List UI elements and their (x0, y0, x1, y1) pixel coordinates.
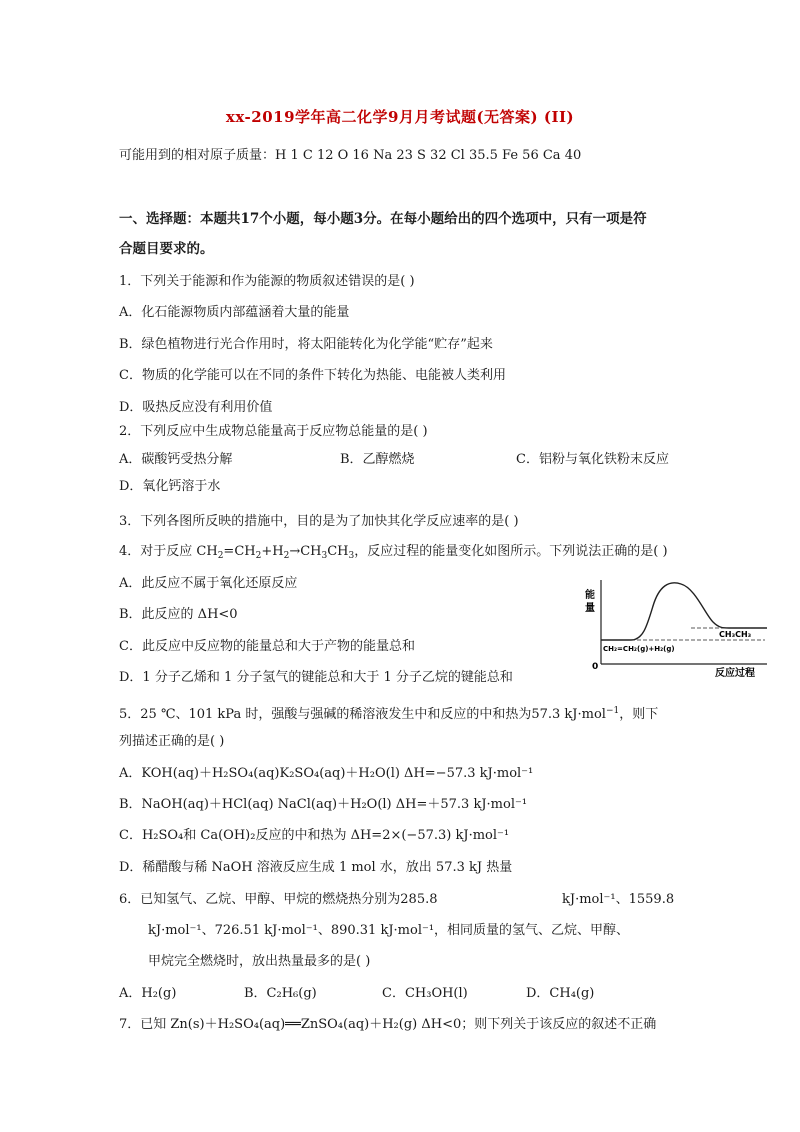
q6-option-d: D．CH₄(g) (526, 986, 595, 1001)
q1-option-d: D．吸热反应没有利用价值 (119, 400, 273, 415)
q6-option-b: B．C₂H₆(g) (244, 986, 317, 1001)
origin-label: 0 (592, 662, 599, 672)
q5-option-a: A．KOH(aq)＋H₂SO₄(aq)K₂SO₄(aq)＋H₂O(l) ΔH=−57.3 kJ·mol⁻¹ (119, 766, 534, 781)
q6-stem-line1-end: kJ·mol⁻¹、1559.8 (562, 892, 675, 907)
q5-option-b: B．NaOH(aq)＋HCl(aq) NaCl(aq)＋H₂O(l) ΔH=＋57.3 kJ·mol⁻¹ (119, 797, 528, 812)
section-heading-line2: 合题目要求的。 (119, 241, 214, 257)
q1-option-c: C．物质的化学能可以在不同的条件下转化为热能、电能被人类利用 (119, 368, 506, 383)
energy-diagram (583, 576, 768, 680)
q1-option-b: B．绿色植物进行光合作用时，将太阳能转化为化学能“贮存”起来 (119, 337, 493, 352)
q2-option-d: D．氧化钙溶于水 (119, 479, 221, 494)
q7-stem: 7．已知 Zn(s)＋H₂SO₄(aq)══ZnSO₄(aq)＋H₂(g) ΔH<0；则下列关于该反应的叙述不正确 (119, 1017, 657, 1032)
y-axis-label-1: 能 (585, 590, 595, 601)
section-heading-line1: 一、选择题：本题共17个小题，每小题3分。在每小题给出的四个选项中，只有一项是符 (119, 211, 647, 227)
x-axis-label: 反应过程 (715, 668, 755, 679)
page-title: xx-2019学年高二化学9月月考试题(无答案) (II) (225, 108, 575, 126)
q6-stem-line3: 甲烷完全燃烧时，放出热量最多的是( ) (148, 954, 371, 969)
reactant-label: CH₂=CH₂(g)+H₂(g) (603, 645, 675, 653)
q4-option-a: A．此反应不属于氧化还原反应 (119, 576, 298, 591)
product-label: CH₃CH₃ (719, 630, 752, 639)
q5-option-c: C．H₂SO₄和 Ca(OH)₂反应的中和热为 ΔH=2×(−57.3) kJ·mol⁻¹ (119, 828, 510, 843)
q3-stem: 3．下列各图所反映的措施中，目的是为了加快其化学反应速率的是( ) (119, 514, 519, 529)
q4-option-c: C．此反应中反应物的能量总和大于产物的能量总和 (119, 639, 415, 654)
q2-option-a: A．碳酸钙受热分解 (119, 452, 233, 467)
q2-option-c: C．铝粉与氧化铁粉末反应 (516, 452, 669, 467)
q6-stem-line1: 6．已知氢气、乙烷、甲醇、甲烷的燃烧热分别为285.8 (119, 892, 438, 907)
q4-stem: 4．对于反应 $CH_2=CH_2+H_2\to CH_3CH_3$，反应过程的能量变化如图所示。下列说法正确的是( ) (119, 544, 668, 561)
q1-stem: 1．下列关于能源和作为能源的物质叙述错误的是( ) (119, 274, 415, 289)
q2-stem: 2．下列反应中生成物总能量高于反应物总能量的是( ) (119, 424, 428, 439)
atomic-masses: 可能用到的相对原子质量：H 1 C 12 O 16 Na 23 S 32 Cl 35.5 Fe 56 Ca 40 (119, 148, 582, 163)
q4-option-d: D．1 分子乙烯和 1 分子氢气的键能总和大于 1 分子乙烷的键能总和 (119, 670, 513, 685)
q5-stem-line2: 列描述正确的是( ) (119, 734, 225, 749)
q6-stem-line2: kJ·mol⁻¹、726.51 kJ·mol⁻¹、890.31 kJ·mol⁻¹，相同质量的氢气、乙烷、甲醇、 (148, 923, 630, 938)
q5-option-d: D．稀醋酸与稀 NaOH 溶液反应生成 1 mol 水，放出 57.3 kJ 热量 (119, 860, 513, 875)
q1-option-a: A．化石能源物质内部蕴涵着大量的能量 (119, 305, 350, 320)
q6-option-c: C．CH₃OH(l) (382, 986, 468, 1001)
q4-option-b: B．此反应的 ΔH<0 (119, 607, 238, 622)
y-axis-label-2: 量 (585, 603, 595, 614)
q5-stem-line1: 5．25 ℃、101 kPa 时，强酸与强碱的稀溶液发生中和反应的中和热为57.3 kJ·mol$^{-1}$，则下 (119, 706, 659, 722)
q6-option-a: A．H₂(g) (119, 986, 177, 1001)
q2-option-b: B．乙醇燃烧 (340, 452, 415, 467)
